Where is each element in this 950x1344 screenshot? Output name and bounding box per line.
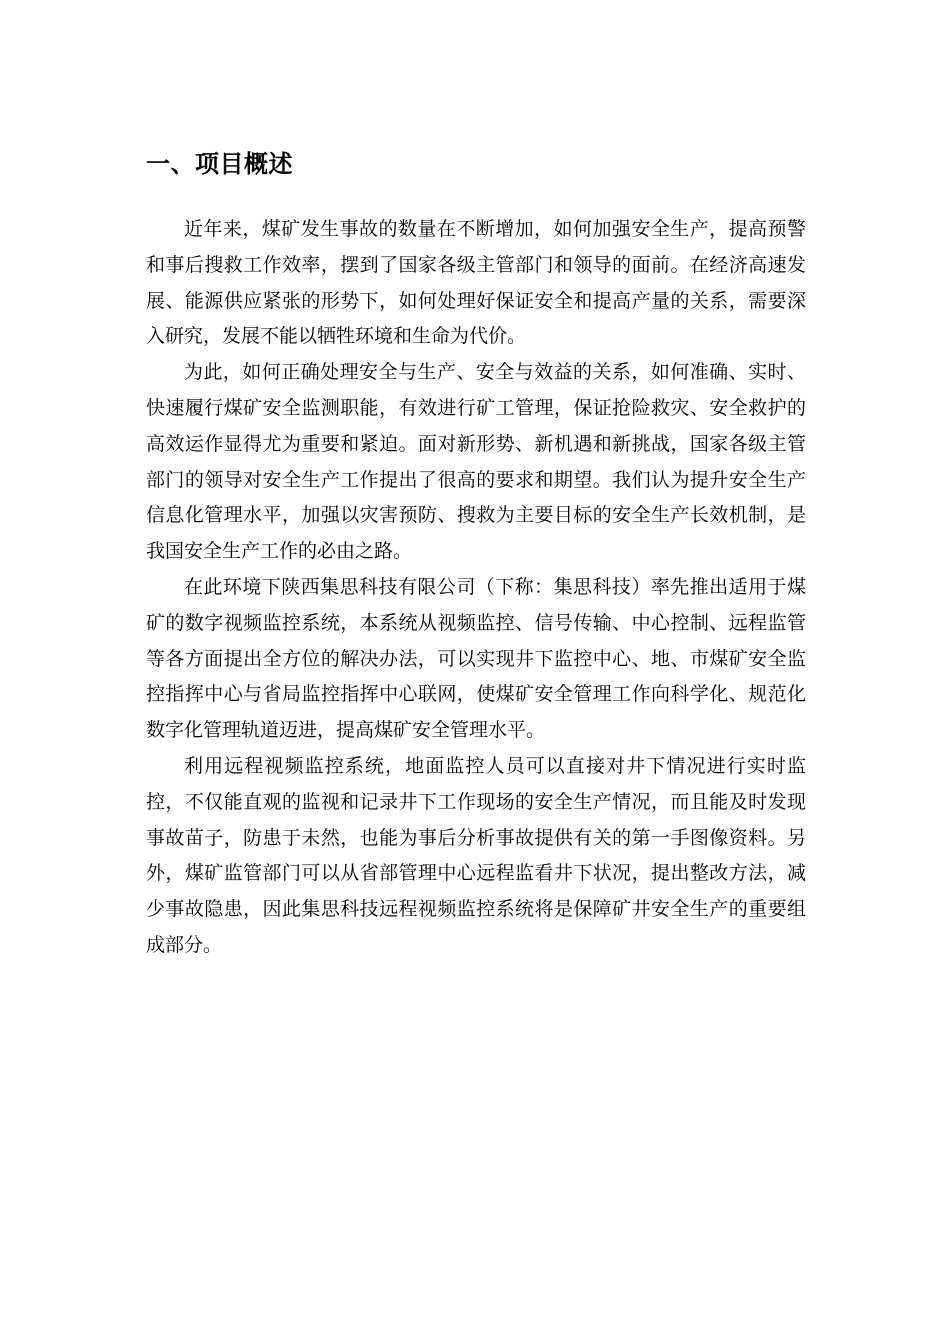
section-heading: 一、项目概述 (146, 150, 293, 178)
paragraph-3: 在此环境下陕西集思科技有限公司（下称：集思科技）率先推出适用于煤矿的数字视频监控系统，本系统从视频监控、信号传输、中心控制、远程监管等各方面提出全方位的解决办法，可以实现井下监控中心、地、市煤矿安全监控指挥中心与省局监控指挥中心联网，使煤矿安全管理工作向科学化、规范化数字化管理轨道迈进，提高煤矿安全管理水平。 (146, 575, 806, 742)
paragraph-1: 近年来，煤矿发生事故的数量在不断增加，如何加强安全生产，提高预警和事后搜救工作效率，摆到了国家各级主管部门和领导的面前。在经济高速发展、能源供应紧张的形势下，如何处理好保证安全和提高产量的关系，需要深入研究，发展不能以牺牲环境和生命为代价。 (146, 218, 806, 348)
document-body (146, 146, 806, 964)
paragraph-4: 利用远程视频监控系统，地面监控人员可以直接对井下情况进行实时监控，不仅能直观的监视和记录井下工作现场的安全生产情况，而且能及时发现事故苗子，防患于未然，也能为事后分析事故提供有关的第一手图像资料。另外，煤矿监管部门可以从省部管理中心远程监看井下状况，提出整改方法，减少事故隐患，因此集思科技远程视频监控系统将是保障矿井安全生产的重要组成部分。 (146, 754, 806, 956)
paragraph-2: 为此，如何正确处理安全与生产、安全与效益的关系，如何准确、实时、快速履行煤矿安全监测职能，有效进行矿工管理，保证抢险救灾、安全救护的高效运作显得尤为重要和紧迫。面对新形势、新机遇和新挑战，国家各级主管部门的领导对安全生产工作提出了很高的要求和期望。我们认为提升安全生产信息化管理水平，加强以灾害预防、搜救为主要目标的安全生产长效机制，是我国安全生产工作的必由之路。 (146, 361, 806, 563)
